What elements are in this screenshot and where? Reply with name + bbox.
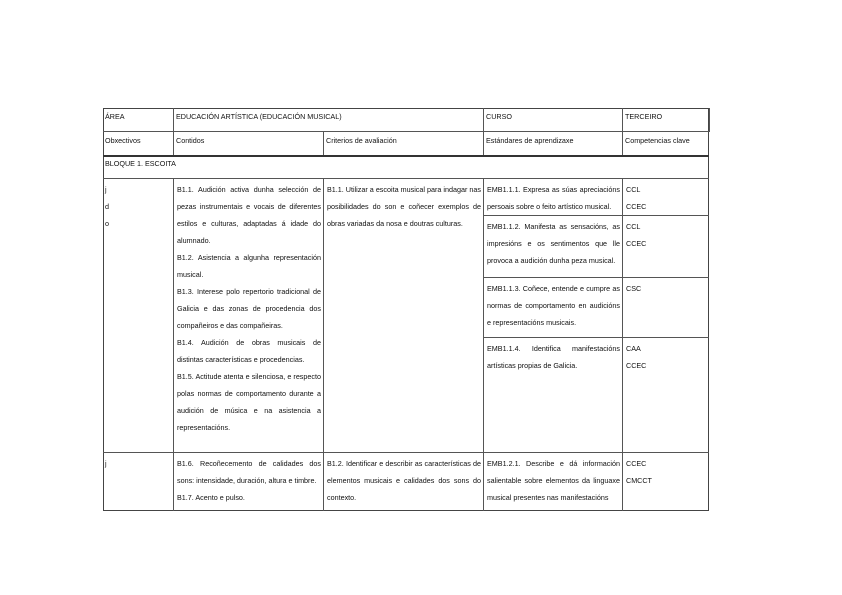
competences-cell (623, 179, 709, 215)
standard-item: EMB1.2.1. Describe e dá información salientable sobre elementos da linguaxe musical presentes nas manifestacións (487, 459, 620, 502)
curso-label: CURSO (486, 112, 512, 121)
area-label: ÁREA (105, 112, 125, 121)
standard-item: EMB1.1.1. Expresa as súas apreciacións persoais sobre o feito artístico musical. (487, 185, 620, 211)
standard-item: EMB1.1.3. Coñece, entende e cumpre as normas de comportamento en audicións e representacións musicais. (487, 284, 620, 327)
content-item: B1.6. Recoñecemento de calidades dos sons: intensidade, duración, altura e timbre. (177, 459, 321, 485)
competences-cell (623, 278, 709, 337)
competence-item: CSC (626, 284, 642, 293)
content-item: B1.2. Asistencia a algunha representación musical. (177, 253, 321, 279)
col-header-standards: Estándares de aprendizaxe (486, 136, 574, 145)
competence-item: CCL (626, 222, 641, 231)
objective-item: j (105, 185, 107, 194)
content-item: B1.1. Audición activa dunha selección de pezas instrumentais e vocais de diferentes estilos e culturas, adaptadas á idade do alumnado. (177, 185, 321, 245)
competence-item: CAA (626, 344, 641, 353)
competence-item: CCEC (626, 361, 647, 370)
competences-cell (623, 216, 709, 277)
col-header-contents: Contidos (176, 136, 205, 145)
objective-item: d (105, 202, 109, 211)
content-item: B1.4. Audición de obras musicais de distintas características e procedencias. (177, 338, 321, 364)
competences-cell (623, 453, 709, 511)
col-header-objectives: Obxectivos (105, 136, 141, 145)
competence-item: CCEC (626, 459, 647, 468)
row-divider (103, 131, 709, 132)
objective-item: j (105, 459, 107, 468)
competence-item: CMCCT (626, 476, 652, 485)
content-item: B1.3. Interese polo repertorio tradicional de Galicia e das zonas de procedencia dos compañeiros e das compañeiras. (177, 287, 321, 330)
area-value: EDUCACIÓN ARTÍSTICA (EDUCACIÓN MUSICAL) (176, 112, 342, 121)
objectives-list (103, 453, 173, 511)
competences-cell (623, 338, 709, 452)
contents-cell (174, 179, 323, 452)
col-header-competences: Competencias clave (625, 136, 690, 145)
criteria-cell: B1.2. Identificar e describir as características de elementos musicais e calidades dos sons do contexto. (327, 459, 481, 502)
objectives-list (103, 179, 173, 249)
contents-cell (174, 453, 323, 511)
competence-item: CCEC (626, 239, 647, 248)
criteria-cell: B1.1. Utilizar a escoita musical para indagar nas posibilidades do son e coñecer exemplos de obras variadas da nosa e doutras culturas. (327, 185, 481, 228)
content-item: B1.5. Actitude atenta e silenciosa, e respecto polas normas de comportamento durante a audición de música e na asistencia a representacións. (177, 372, 321, 432)
standard-item: EMB1.1.2. Manifesta as sensacións, as impresións e os sentimentos que lle provoca a audición dunha peza musical. (487, 222, 620, 265)
standard-item: EMB1.1.4. Identifica manifestacións artísticas propias de Galicia. (487, 344, 620, 370)
competence-item: CCL (626, 185, 641, 194)
block-title: BLOQUE 1. ESCOITA (105, 159, 176, 168)
content-item: B1.7. Acento e pulso. (177, 493, 245, 502)
competence-item: CCEC (626, 202, 647, 211)
curso-value: TERCEIRO (625, 112, 663, 121)
header-right-edge (709, 108, 710, 132)
objective-item: o (105, 219, 109, 228)
col-header-criteria: Criterios de avaliación (326, 136, 397, 145)
